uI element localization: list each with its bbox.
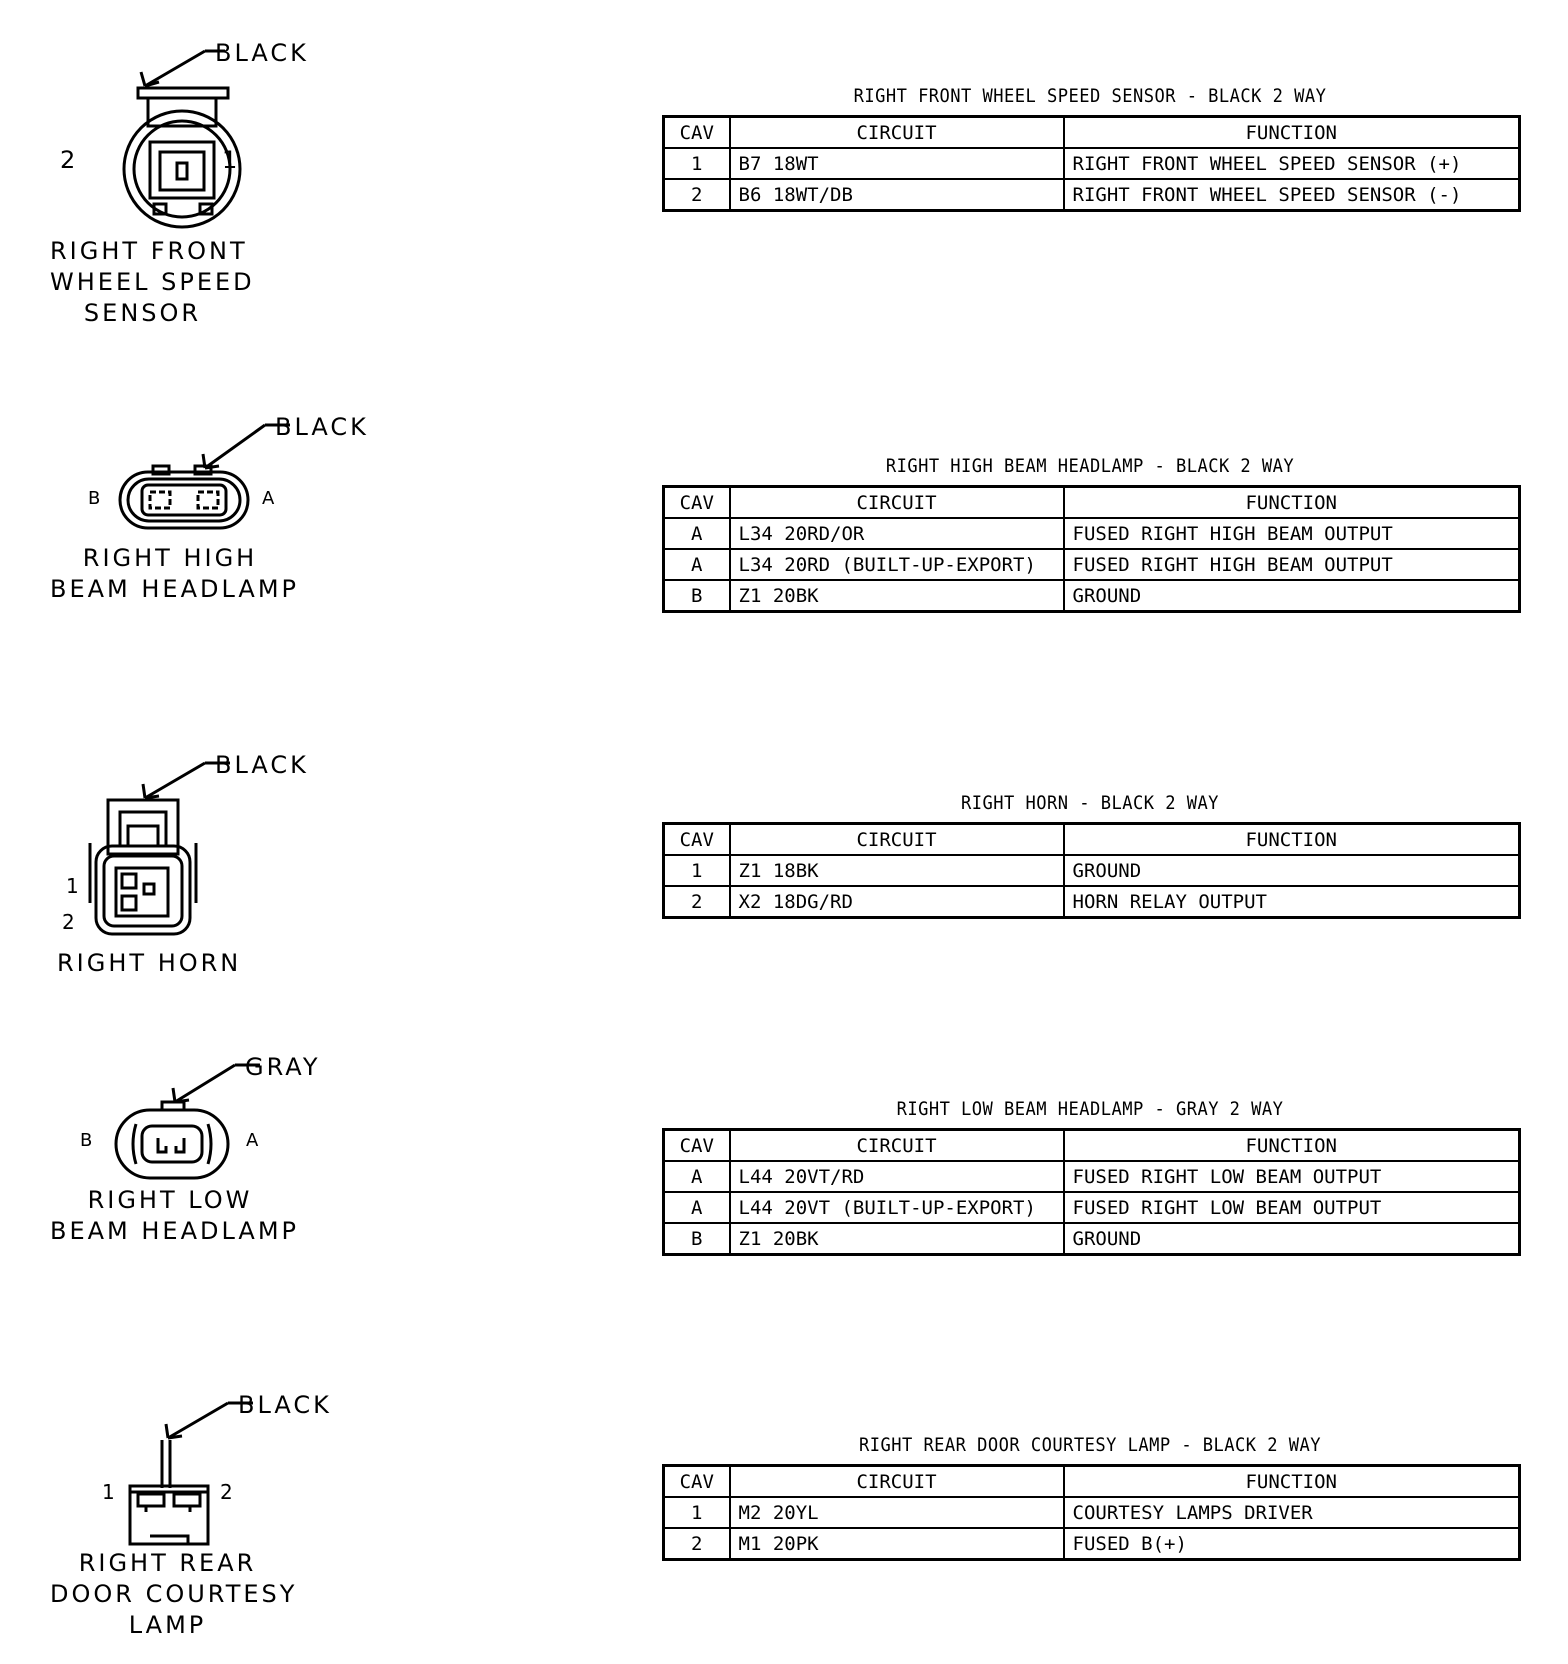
header-circuit: CIRCUIT (730, 1130, 1064, 1162)
cell-cav: B (664, 580, 730, 612)
cell-function: GROUND (1064, 855, 1520, 886)
header-function: FUNCTION (1064, 1130, 1520, 1162)
cell-cav: 1 (664, 1497, 730, 1528)
connector-diagram-low-beam-headlamp (50, 1052, 370, 1262)
cell-function: FUSED B(+) (1064, 1528, 1520, 1560)
pin-label: 2 (62, 910, 78, 934)
header-circuit: CIRCUIT (730, 117, 1064, 149)
pin-label: 2 (60, 146, 79, 174)
connector-diagram-wheel-speed-sensor (50, 36, 350, 336)
connector-name (50, 1548, 298, 1641)
pinout-table-wheel-speed-sensor (662, 85, 1518, 212)
cell-circuit: B6 18WT/DB (730, 179, 1064, 211)
pin-label: A (262, 488, 278, 509)
table-header-row (664, 117, 1520, 149)
cell-circuit: M1 20PK (730, 1528, 1064, 1560)
cell-circuit: M2 20YL (730, 1497, 1064, 1528)
cell-circuit: L34 20RD (BUILT-UP-EXPORT) (730, 549, 1064, 580)
table-title: RIGHT FRONT WHEEL SPEED SENSOR - BLACK 2 WAY (853, 85, 1327, 107)
pinout-table (662, 822, 1521, 919)
connector-name-line: RIGHT LOW (87, 1186, 253, 1214)
cell-cav: A (664, 1161, 730, 1192)
table-title: RIGHT HIGH BEAM HEADLAMP - BLACK 2 WAY (885, 455, 1295, 477)
pinout-table (662, 115, 1521, 212)
cell-function: RIGHT FRONT WHEEL SPEED SENSOR (+) (1064, 148, 1520, 179)
cell-function: FUSED RIGHT LOW BEAM OUTPUT (1064, 1192, 1520, 1223)
table-row (664, 518, 1520, 549)
connector-name (50, 1185, 300, 1247)
connector-name-line: LAMP (128, 1611, 207, 1639)
connector-name-line: SENSOR (83, 299, 202, 327)
pin-label: 1 (222, 146, 241, 174)
cell-cav: A (664, 1192, 730, 1223)
wire-color-label: BLACK (215, 751, 309, 779)
cell-cav: 1 (664, 148, 730, 179)
connector-name (57, 948, 242, 979)
cell-circuit: Z1 20BK (730, 1223, 1064, 1255)
connector-name-line: DOOR COURTESY (50, 1580, 298, 1608)
cell-circuit: L44 20VT/RD (730, 1161, 1064, 1192)
cell-function: GROUND (1064, 580, 1520, 612)
table-row (664, 148, 1520, 179)
table-title: RIGHT REAR DOOR COURTESY LAMP - BLACK 2 WAY (858, 1434, 1322, 1456)
header-circuit: CIRCUIT (730, 824, 1064, 856)
pinout-table (662, 1464, 1521, 1561)
wire-color-label: BLACK (215, 39, 309, 67)
cell-circuit: Z1 18BK (730, 855, 1064, 886)
table-title: RIGHT HORN - BLACK 2 WAY (961, 792, 1219, 814)
header-function: FUNCTION (1064, 1466, 1520, 1498)
pinout-table (662, 1128, 1521, 1256)
connector-name-line: RIGHT REAR (78, 1549, 257, 1577)
cell-function: RIGHT FRONT WHEEL SPEED SENSOR (-) (1064, 179, 1520, 211)
header-function: FUNCTION (1064, 117, 1520, 149)
wire-color-label: BLACK (275, 413, 369, 441)
cell-cav: 2 (664, 1528, 730, 1560)
pinout-table (662, 485, 1521, 613)
table-row (664, 886, 1520, 918)
connector-diagram-courtesy-lamp (50, 1390, 370, 1660)
table-row (664, 179, 1520, 211)
pin-label: 1 (102, 1480, 118, 1504)
connector-name-line: BEAM HEADLAMP (50, 1217, 300, 1245)
wire-color-label: GRAY (245, 1053, 321, 1081)
pin-label: 1 (66, 874, 82, 898)
connector-name (50, 543, 300, 605)
cell-cav: B (664, 1223, 730, 1255)
connector-name-line: RIGHT FRONT (50, 237, 248, 265)
header-cav: CAV (664, 117, 730, 149)
table-row (664, 1161, 1520, 1192)
table-header-row (664, 487, 1520, 519)
pin-label: 2 (220, 1480, 236, 1504)
connector-diagram-horn (50, 748, 350, 988)
cell-circuit: Z1 20BK (730, 580, 1064, 612)
table-row (664, 855, 1520, 886)
pinout-table-low-beam-headlamp (662, 1098, 1518, 1256)
cell-cav: 1 (664, 855, 730, 886)
cell-function: COURTESY LAMPS DRIVER (1064, 1497, 1520, 1528)
header-circuit: CIRCUIT (730, 1466, 1064, 1498)
cell-cav: A (664, 518, 730, 549)
cell-circuit: B7 18WT (730, 148, 1064, 179)
header-circuit: CIRCUIT (730, 487, 1064, 519)
connector-name-line: RIGHT HIGH (82, 544, 258, 572)
pin-label: B (80, 1130, 96, 1151)
cell-cav: 2 (664, 886, 730, 918)
cell-function: FUSED RIGHT HIGH BEAM OUTPUT (1064, 518, 1520, 549)
pin-label: A (246, 1130, 262, 1151)
connector-name-line: RIGHT HORN (57, 949, 242, 977)
header-function: FUNCTION (1064, 487, 1520, 519)
cell-function: FUSED RIGHT HIGH BEAM OUTPUT (1064, 549, 1520, 580)
cell-function: FUSED RIGHT LOW BEAM OUTPUT (1064, 1161, 1520, 1192)
connector-name (50, 236, 255, 329)
header-cav: CAV (664, 1130, 730, 1162)
table-row (664, 1528, 1520, 1560)
wire-color-label: BLACK (238, 1391, 332, 1419)
pinout-table-horn (662, 792, 1518, 919)
pinout-table-courtesy-lamp (662, 1434, 1518, 1561)
cell-function: HORN RELAY OUTPUT (1064, 886, 1520, 918)
cell-function: GROUND (1064, 1223, 1520, 1255)
connector-name-line: WHEEL SPEED (50, 268, 255, 296)
table-row (664, 1223, 1520, 1255)
header-cav: CAV (664, 1466, 730, 1498)
table-header-row (664, 1466, 1520, 1498)
connector-diagram-high-beam-headlamp (50, 410, 370, 620)
header-cav: CAV (664, 824, 730, 856)
table-header-row (664, 1130, 1520, 1162)
table-header-row (664, 824, 1520, 856)
cell-circuit: X2 18DG/RD (730, 886, 1064, 918)
table-row (664, 1497, 1520, 1528)
header-function: FUNCTION (1064, 824, 1520, 856)
pinout-table-high-beam-headlamp (662, 455, 1518, 613)
table-row (664, 1192, 1520, 1223)
table-row (664, 580, 1520, 612)
cell-circuit: L44 20VT (BUILT-UP-EXPORT) (730, 1192, 1064, 1223)
header-cav: CAV (664, 487, 730, 519)
cell-cav: A (664, 549, 730, 580)
table-row (664, 549, 1520, 580)
table-title: RIGHT LOW BEAM HEADLAMP - GRAY 2 WAY (896, 1098, 1284, 1120)
connector-name-line: BEAM HEADLAMP (50, 575, 300, 603)
cell-circuit: L34 20RD/OR (730, 518, 1064, 549)
cell-cav: 2 (664, 179, 730, 211)
pin-label: B (88, 488, 104, 509)
